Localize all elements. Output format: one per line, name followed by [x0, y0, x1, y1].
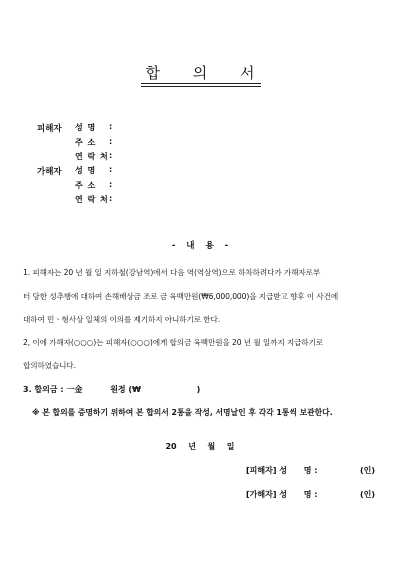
content-heading: - 내 용 - — [171, 241, 229, 251]
paragraph1-line2: 터 당한 성추행에 대하여 손해배상금 조로 금 육백만원(₩6,000,000)을 지급받고 향후 이 사건에 — [23, 292, 339, 301]
notice-line: ※ 본 합의를 증명하기 위하여 본 합의서 2통을 작성, 서명날인 후 각각 1통씩 보관한다. — [32, 408, 333, 417]
paragraph1-line1: 1. 피해자는 20 년 월 일 지하철(강남역)에서 다음 역(역삼역)으로 하차하려다가 가해자로부 — [23, 268, 321, 277]
paragraph1-line3: 대하여 민ㆍ형사상 일체의 이의를 제기하지 아니하기로 한다. — [23, 315, 221, 324]
victim-seal-mark: (인) — [360, 466, 376, 475]
offender-seal-mark: (인) — [360, 490, 376, 499]
offender-address-label: 주 소 — [75, 181, 97, 190]
victim-address-label: 주 소 — [75, 138, 97, 147]
offender-address-colon: : — [109, 180, 113, 189]
paragraph2-line2: 합의하였습니다. — [23, 361, 76, 370]
offender-tag: 가해자 — [37, 167, 62, 177]
victim-tag: 피해자 — [37, 124, 62, 134]
settlement-amount-line: 3. 합의금 : 一金 원정 (₩ ) — [23, 385, 201, 394]
victim-contact-label: 연 락 처 — [75, 152, 109, 161]
paragraph2-line1: 2, 이에 가해자(○○○)는 피해자(○○○)에게 합의금 육백만원을 20 년 월 일까지 지급하기로 — [23, 338, 324, 347]
offender-contact-label: 연 락 처 — [75, 195, 109, 204]
offender-contact-colon: : — [109, 194, 113, 203]
victim-name-colon: : — [109, 122, 113, 131]
victim-signature-label: [피해자] 성 명 : — [246, 466, 318, 475]
offender-signature-label: [가해자] 성 명 : — [246, 490, 318, 499]
offender-name-colon: : — [109, 165, 113, 174]
title-underline — [141, 83, 261, 84]
document-title: 합 의 서 — [145, 64, 269, 82]
title-underline-double — [141, 86, 261, 87]
victim-contact-colon: : — [109, 151, 113, 160]
date-line: 20 년 월 일 — [165, 442, 235, 451]
victim-name-label: 성 명 — [75, 123, 97, 132]
victim-address-colon: : — [109, 137, 113, 146]
offender-name-label: 성 명 — [75, 166, 97, 175]
